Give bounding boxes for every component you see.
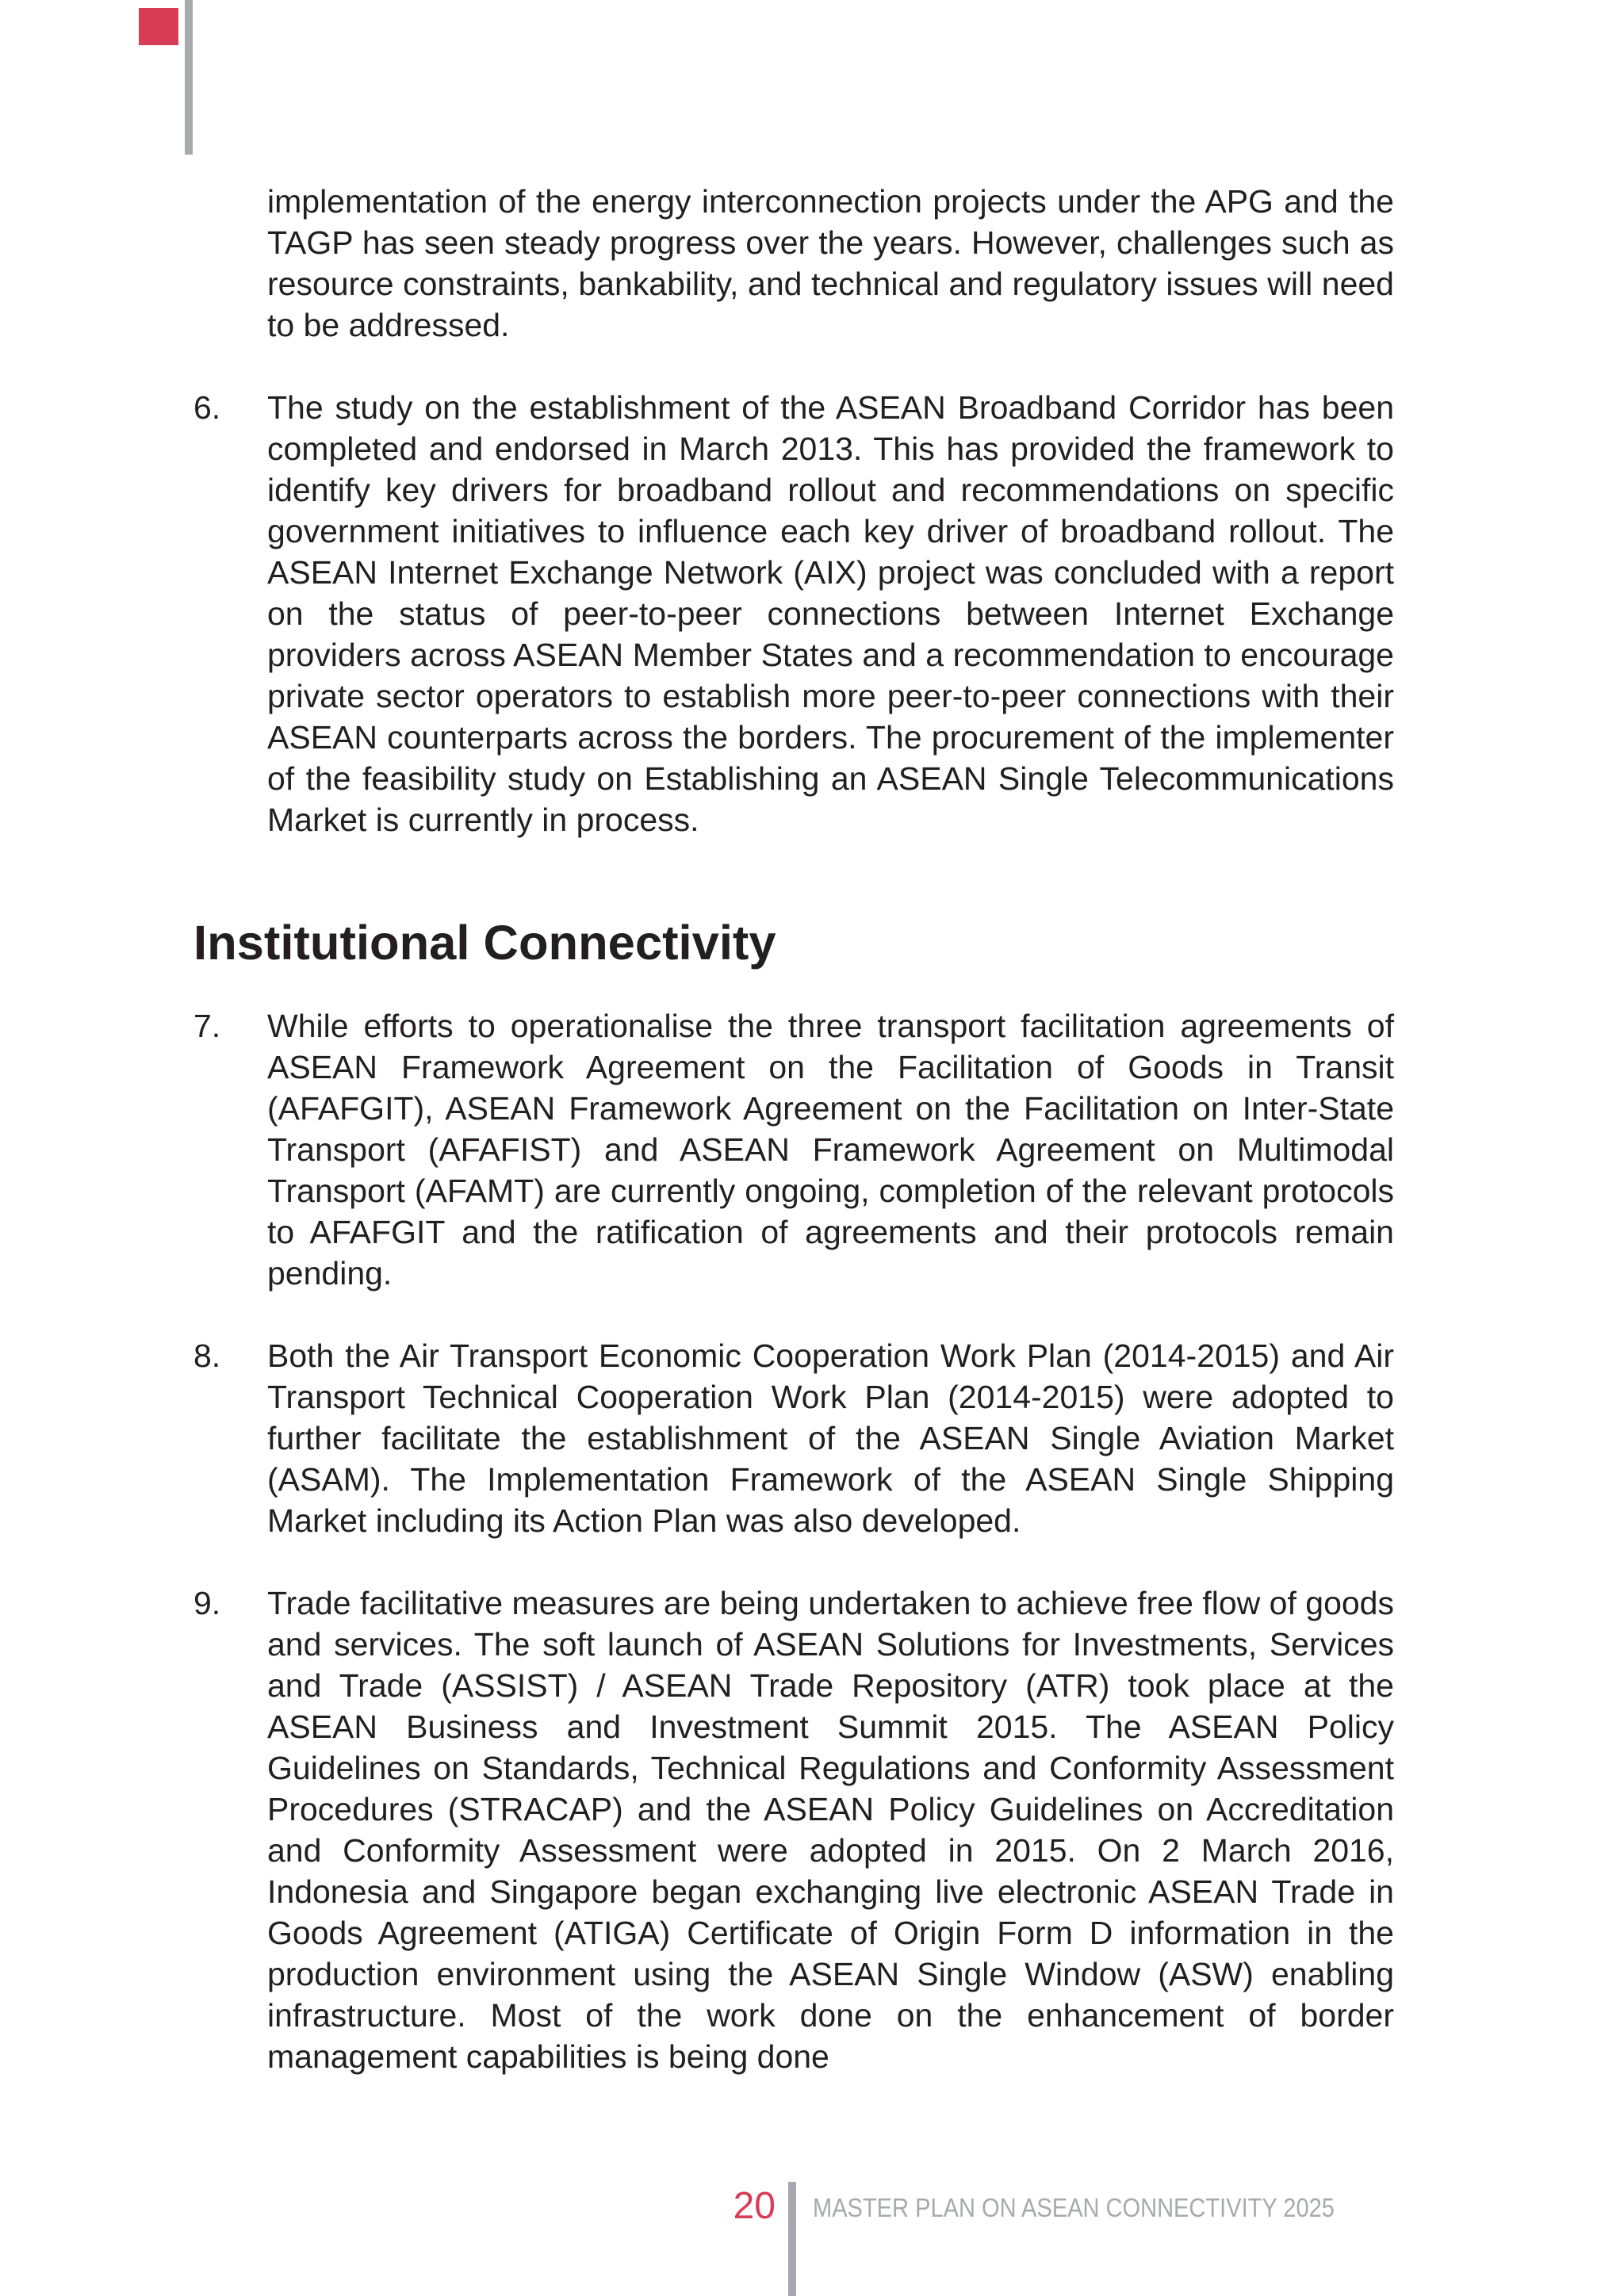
item-number: 8.	[193, 1337, 221, 1374]
page-body	[193, 181, 1394, 2077]
footer-document-title: MASTER PLAN ON ASEAN CONNECTIVITY 2025	[813, 2193, 1335, 2222]
corner-accent-square	[139, 8, 178, 45]
list-item-8	[193, 1335, 1394, 1541]
item-number: 9.	[193, 1585, 221, 1621]
list-item-6	[193, 387, 1394, 840]
item-text: While efforts to operationalise the three transport facilitation agreements of ASEAN Framework Agreement on the Facilitation of Goods in Transit (AFAFGIT), ASEAN Framework Agreement on the Facilitation on Inter-State Transport (AFAFIST) and ASEAN Framework Agreement on Multimodal Transport (AFAMT) are currently ongoing, completion of the relevant protocols to AFAFGIT and the ratification of agreements and their protocols remain pending.	[267, 1008, 1394, 1292]
item-number: 6.	[193, 389, 221, 426]
list-item-7	[193, 1005, 1394, 1294]
top-vertical-rule	[185, 0, 193, 155]
item-number: 7.	[193, 1008, 221, 1044]
item-text: The study on the establishment of the ASEAN Broadband Corridor has been completed and endorsed in March 2013. This has provided the framework to identify key drivers for broadband rollout and recommendations on specific government initiatives to influence each key driver of broadband rollout. The ASEAN Internet Exchange Network (AIX) project was concluded with a report on the status of peer-to-peer connections between Internet Exchange providers across ASEAN Member States and a recommendation to encourage private sector operators to establish more peer-to-peer connections with their ASEAN counterparts across the borders. The procurement of the implementer of the feasibility study on Establishing an ASEAN Single Telecommunications Market is currently in process.	[267, 389, 1394, 838]
item-text: Trade facilitative measures are being undertaken to achieve free flow of goods and services. The soft launch of ASEAN Solutions for Investments, Services and Trade (ASSIST) / ASEAN Trade Repository (ATR) took place at the ASEAN Business and Investment Summit 2015. The ASEAN Policy Guidelines on Standards, Technical Regulations and Conformity Assessment Procedures (STRACAP) and the ASEAN Policy Guidelines on Accreditation and Conformity Assessment were adopted in 2015. On 2 March 2016, Indonesia and Singapore began exchanging live electronic ASEAN Trade in Goods Agreement (ATIGA) Certificate of Origin Form D information in the production environment using the ASEAN Single Window (ASW) enabling infrastructure. Most of the work done on the enhancement of border management capabilities is being done	[267, 1585, 1394, 2075]
list-item-9	[193, 1582, 1394, 2077]
section-heading: Institutional Connectivity	[193, 916, 776, 970]
item-text: Both the Air Transport Economic Cooperation Work Plan (2014-2015) and Air Transport Technical Cooperation Work Plan (2014-2015) were adopted to further facilitate the establishment of the ASEAN Single Aviation Market (ASAM). The Implementation Framework of the ASEAN Single Shipping Market including its Action Plan was also developed.	[267, 1337, 1394, 1539]
continued-paragraph: implementation of the energy interconnection projects under the APG and the TAGP has seen steady progress over the years. However, challenges such as resource constraints, bankability, and technical and regulatory issues will need to be addressed.	[267, 183, 1394, 343]
footer-vertical-rule	[788, 2182, 796, 2296]
page-number: 20	[733, 2185, 776, 2227]
